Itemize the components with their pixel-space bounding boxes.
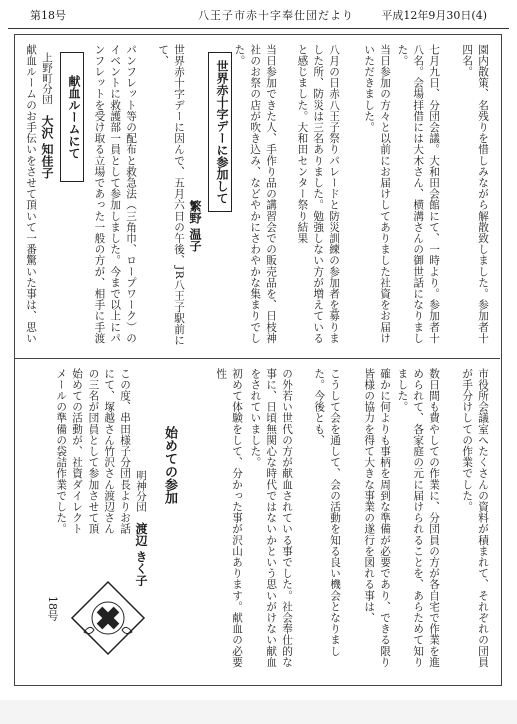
text-column: 当日参加の方々と以前にお届けしてありました社資をお届けいただきました。 <box>363 44 391 344</box>
text-column: 献血ルームのお手伝いをさせて頂いて一番驚いた事は、思い <box>25 44 37 344</box>
text-column: こうして会を通して、会の活動を知る良い機会となりました。今後とも、 <box>313 368 341 657</box>
page-footer-strip <box>0 700 517 724</box>
text-column: 初めて体験をして、分かった事が沢山あります。献血の必要性 <box>215 368 243 668</box>
text-column: 八月の日赤八王子祭りパレードと防災訓練の参加者を募りました所、防災は三名ありました。勉強しない方が増えていると感じました。大和田センター祭り結果 <box>296 44 340 344</box>
text-column: 市役所会議室へたくさんの資料が積まれて、それぞれの団員が手分けしての作業でした。 <box>461 368 489 668</box>
text-column: 始めての活動が、社資ダイレクトメールの準備の袋詰作業でした。 <box>55 368 83 535</box>
text-column: 世界赤十字デーに因んで、五月六日の午後、JR八王子駅前にて、 <box>157 44 185 346</box>
article-author <box>40 52 53 252</box>
author-unit: 明神分団 <box>135 470 147 512</box>
text-column: 園内散策、名残りを惜しみながら解散致しました。参加者十四名。 <box>461 44 489 344</box>
author-name: 繁野 温子 <box>188 200 202 253</box>
text-column: 当日参加できた人、手作り品の講習会での販売品を、日枝神社のお祭の店が吹き込み、などやかにさわやかな集まりでした。 <box>233 44 277 344</box>
newsletter-title: 八王子市赤十字奉仕団だより <box>198 9 354 22</box>
text-column: の外若い世代の方が献血されている事でした。社会奉仕的な事に、日頃無関心な時代ではないかという思いがけない献血をされていました。 <box>249 368 293 668</box>
text-column: 数日間も費やしての作業に、分団員の方が各自宅で作業を進められて、各家庭の元に届けられることを、あらためて知りました。 <box>396 368 440 668</box>
text-column: パンフレット等の配布と救急法（三角巾、ロープワーク）のイベントに救護部一員として参加しました。今まで以上にパンフレットを受け取る立場であった一般の方が、相手に手渡 <box>93 44 137 344</box>
section-divider <box>14 358 500 359</box>
text-column: 七月九日、分団会議。大和田会館にて、一時より。参加者十八名。会場拝借には大木さん、横溝さんの御世話になりました。 <box>396 44 440 344</box>
article-title: 始めての参加 <box>156 376 178 554</box>
author-name: 渡辺 きく子 <box>134 522 148 587</box>
article-title: 世界赤十字デーに参加して <box>208 52 232 212</box>
article-author <box>188 200 201 290</box>
text-column: この度、串田様子分団長よりお話にて、塚越さん竹沢さん渡辺さんの三名が団員として参加させて頂 <box>87 368 131 535</box>
author-name: 大沢 知佳子 <box>40 115 54 180</box>
author-unit: 上野町分団 <box>41 52 53 105</box>
text-column: 確かに何よりも事柄を周到な準備が必要であり、できる限り皆様の協力を得て大きな事業の遂行を図れる事は、 <box>363 368 391 668</box>
page-label: 18号 <box>46 596 59 621</box>
newsletter-header <box>8 4 509 29</box>
issue-number: 第18号 <box>30 9 66 22</box>
article-title: 献血ルームにて <box>60 52 84 182</box>
issue-date: 平成12年9月30日(4) <box>381 9 487 22</box>
red-cross-emblem-icon <box>70 580 146 656</box>
